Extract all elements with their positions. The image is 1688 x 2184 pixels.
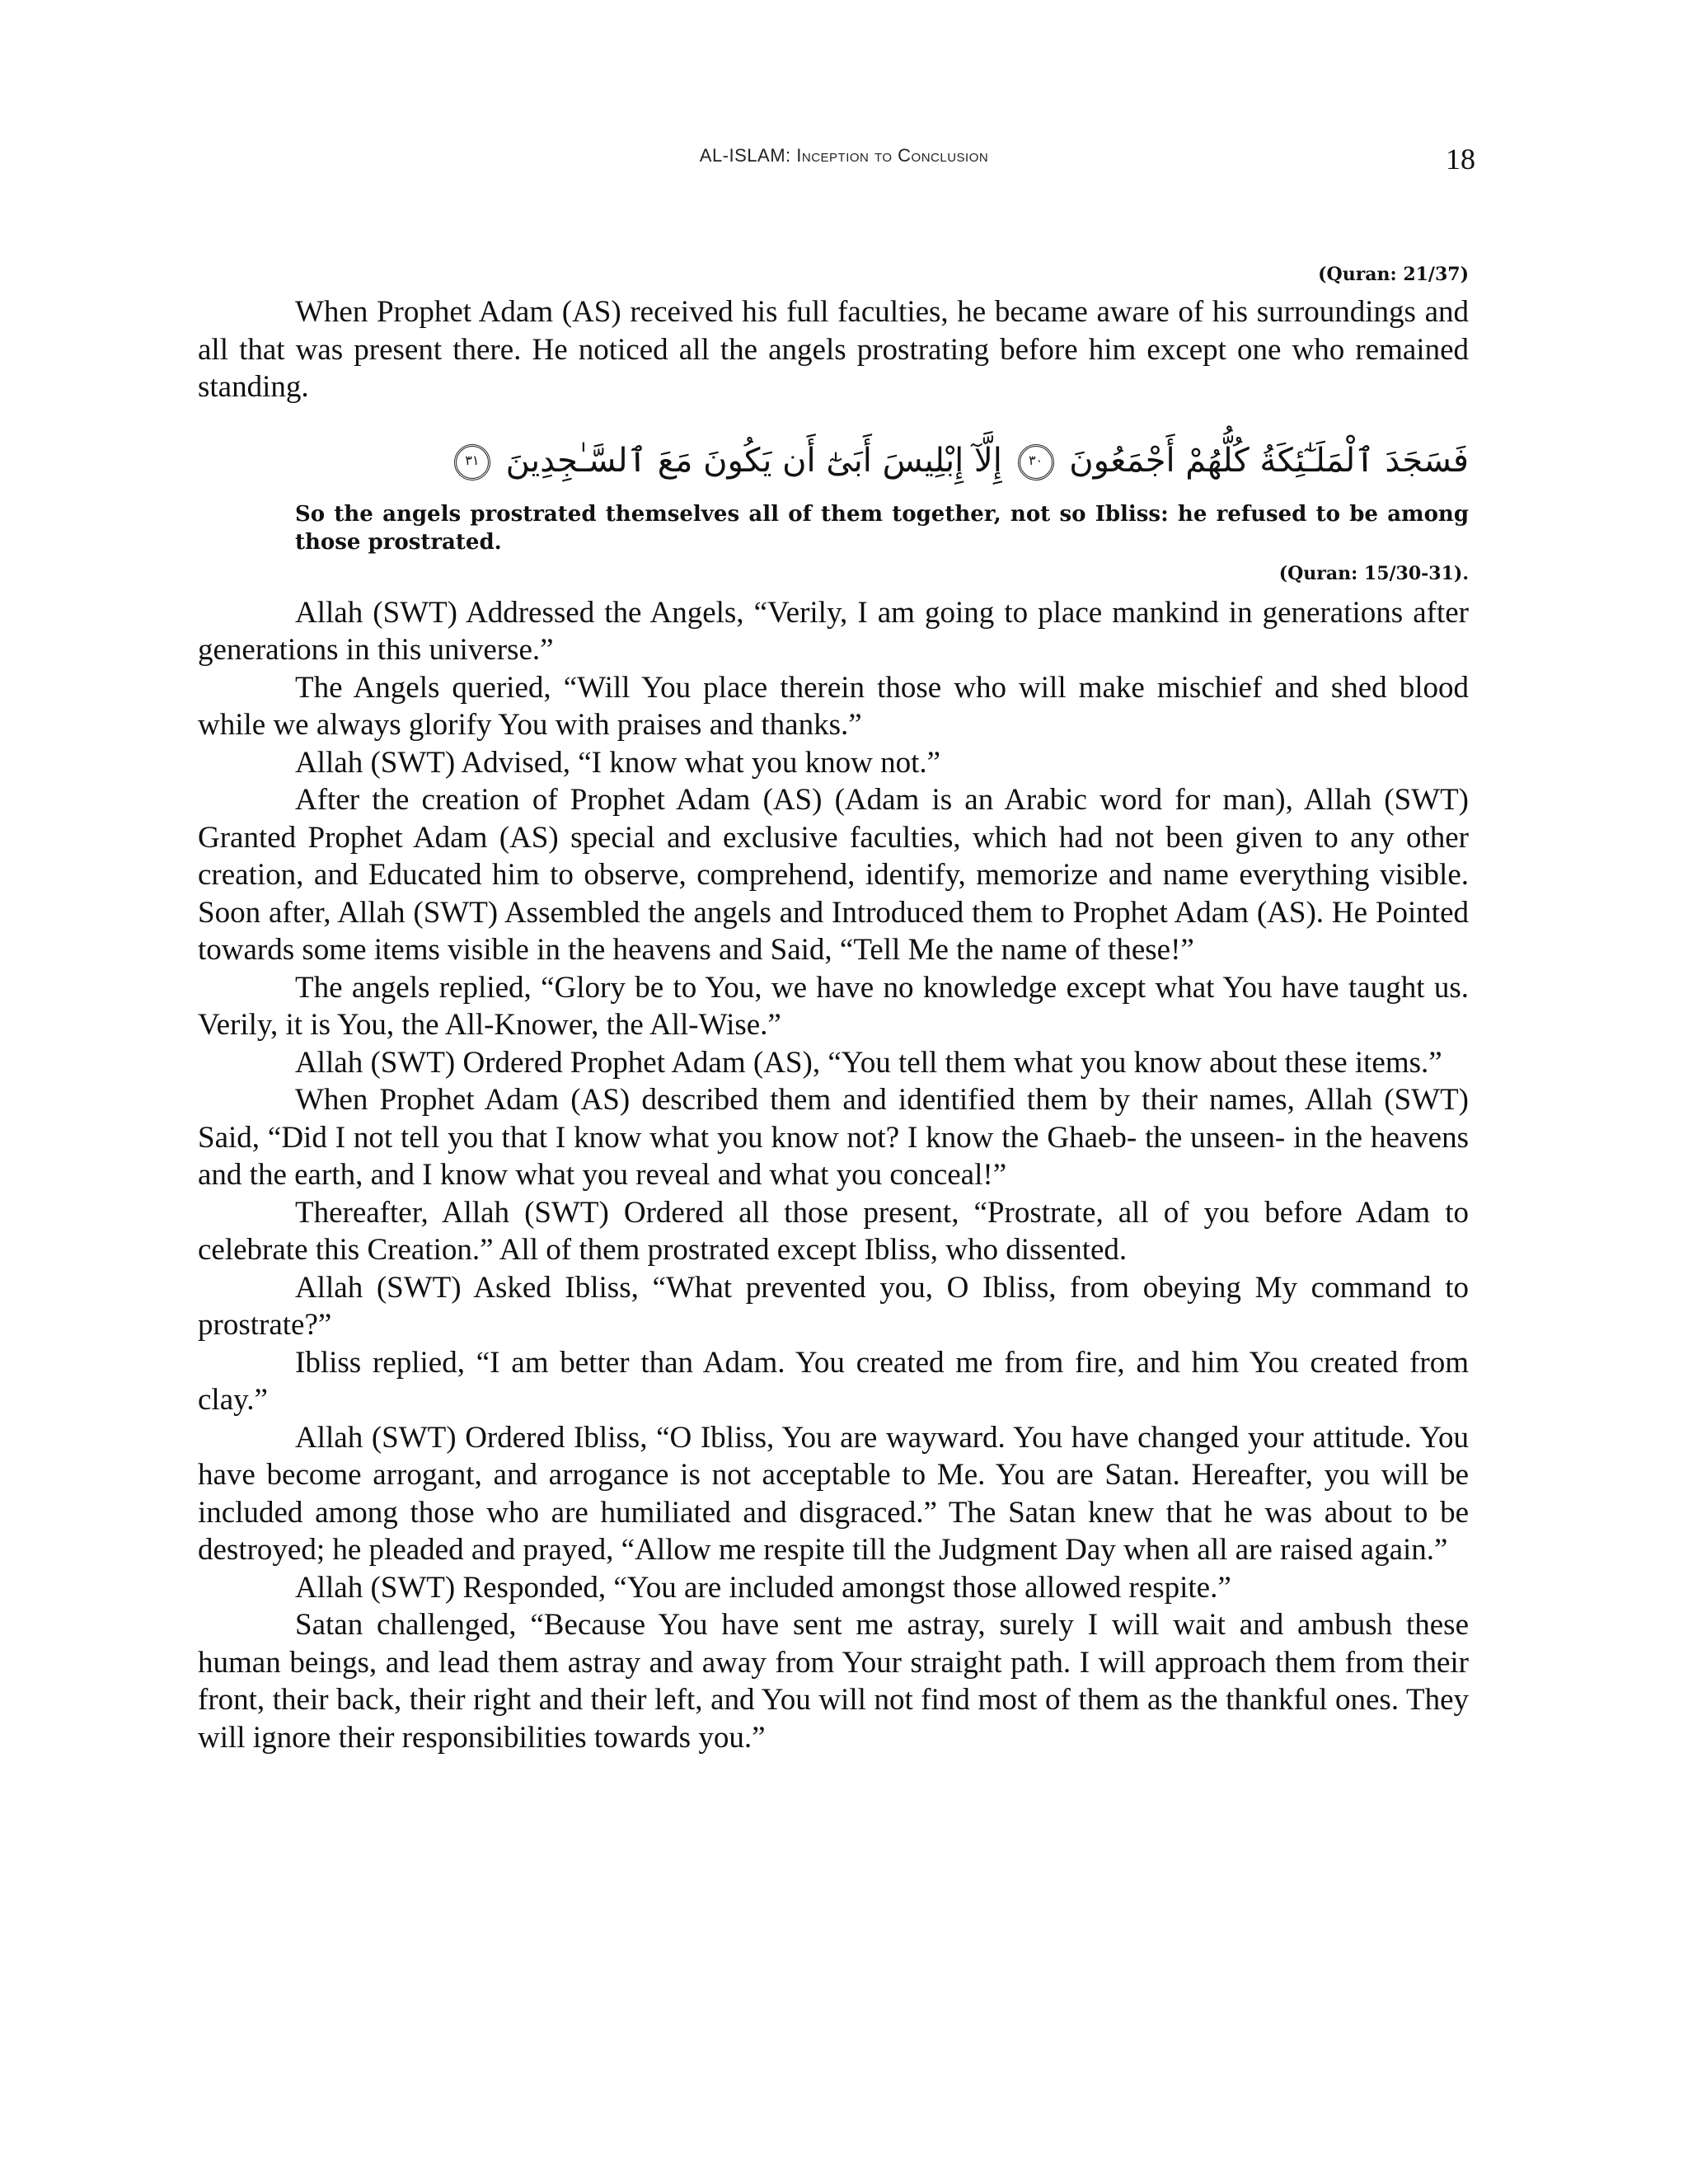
paragraph: After the creation of Prophet Adam (AS) (Adam is an Arabic word for man), Allah (SWT) Granted Prophet Adam (AS) special and exclusive faculties, which had not been given to any other creation, and Educated him to observe, comprehend, identify, memorize and name everything visible. Soon after, Allah (SWT) Assembled the angels and Introduced them to Prophet Adam (AS). He Pointed towards some items visible in the heavens and Said, “Tell Me the name of these!” <box>198 783 1469 967</box>
paragraph: When Prophet Adam (AS) described them and identified them by their names, Allah (SWT) Said, “Did I not tell you that I know what you know not? I know the Ghaeb- the unseen- in the heavens and the earth, and I know what you reveal and what you conceal!” <box>198 1083 1469 1192</box>
paragraph: Allah (SWT) Addressed the Angels, “Verily, I am going to place mankind in generations after generations in this universe.” <box>198 595 1469 667</box>
page-number: 18 <box>1446 143 1475 176</box>
paragraph: Allah (SWT) Asked Ibliss, “What prevented you, O Ibliss, from obeying My command to prostrate?” <box>198 1270 1469 1342</box>
paragraph: When Prophet Adam (AS) received his full faculties, he became aware of his surroundings and all that was present there. He noticed all the angels prostrating before him except one who remained standing. <box>198 295 1469 404</box>
paragraph: The Angels queried, “Will You place therein those who will make mischief and shed blood while we always glorify You with praises and thanks.” <box>198 670 1469 742</box>
running-header <box>0 145 1688 166</box>
quran-reference: (Quran: 15/30-31). <box>1278 562 1469 584</box>
page-body <box>198 262 1469 1756</box>
arabic-verse-part: إِلَّآ إِبْلِيسَ أَبَىٰٓ أَن يَكُونَ مَعَ ٱلسَّـٰجِدِينَ <box>505 441 1002 480</box>
paragraph: The angels replied, “Glory be to You, we have no knowledge except what You have taught us. Verily, it is You, the All-Knower, the All-Wise.” <box>198 970 1469 1042</box>
paragraph: Ibliss replied, “I am better than Adam. You created me from fire, and him You created from clay.” <box>198 1345 1469 1417</box>
paragraph: Allah (SWT) Advised, “I know what you know not.” <box>295 745 941 780</box>
quran-reference: (Quran: 21/37) <box>1318 264 1469 285</box>
verse-translation: So the angels prostrated themselves all of them together, not so Ibliss: he refused to be among those prostrated. <box>295 501 1469 555</box>
header-title-prefix: AL-ISLAM: <box>699 145 797 166</box>
ayah-number-marker: ٣١ <box>454 444 490 480</box>
paragraph: Satan challenged, “Because You have sent me astray, surely I will wait and ambush these human beings, and lead them astray and away from Your straight path. I will approach them from their front, their back, their right and their left, and You will not find most of them as the thankful ones. They will ignore their responsibilities towards you.” <box>198 1608 1469 1755</box>
paragraph: Allah (SWT) Ordered Ibliss, “O Ibliss, You are wayward. You have changed your attitude. You have become arrogant, and arrogance is not acceptable to Me. You are Satan. Hereafter, you will be included among those who are humiliated and disgraced.” The Satan knew that he was about to be destroyed; he pleaded and prayed, “Allow me respite till the Judgment Day when all are raised again.” <box>198 1420 1469 1567</box>
header-title-rest: Inception to Conclusion <box>796 145 989 166</box>
ayah-number-marker: ٣٠ <box>1018 444 1054 480</box>
paragraph: Allah (SWT) Ordered Prophet Adam (AS), “You tell them what you know about these items.” <box>295 1045 1442 1080</box>
arabic-verse <box>198 436 1469 485</box>
arabic-verse-part: فَسَجَدَ ٱلْمَلَـٰٓئِكَةُ كُلُّهُمْ أَجْمَعُونَ <box>1069 441 1469 480</box>
paragraph: Thereafter, Allah (SWT) Ordered all those present, “Prostrate, all of you before Adam to celebrate this Creation.” All of them prostrated except Ibliss, who dissented. <box>198 1195 1469 1267</box>
paragraph: Allah (SWT) Responded, “You are included amongst those allowed respite.” <box>295 1570 1231 1605</box>
